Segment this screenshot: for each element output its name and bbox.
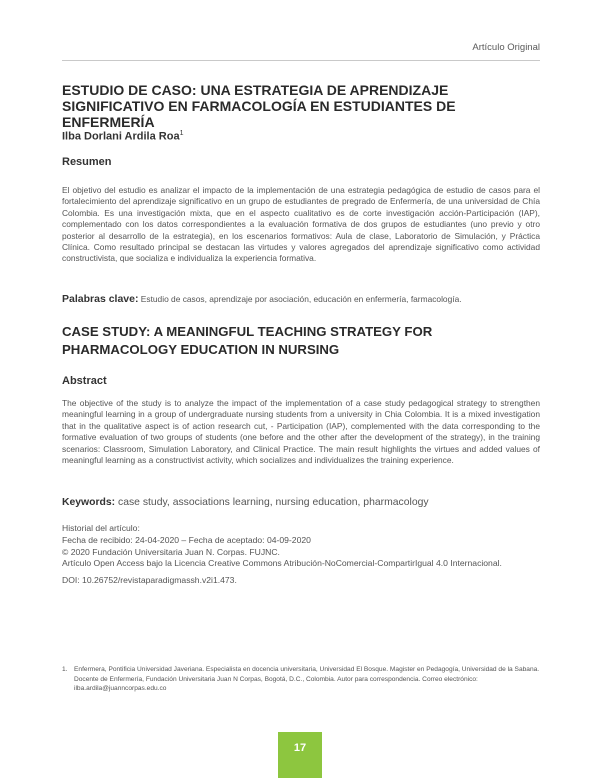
article-history	[62, 523, 552, 587]
history-label: Historial del artículo:	[62, 523, 140, 533]
keywords-english	[62, 497, 542, 508]
footnote-text: Enfermera, Pontificia Universidad Javeriana. Especialista en docencia universitaria, Universidad El Bosque. Magister en Pedagogía, Universidad de la Sabana. Docente de Enfermería, Fundación Universitaria Juan N Corpas, Bogotá, D.C., Colombia. Autor para correspondencia. Correo electrónico: ilba.ardila@juanncorpas.edu.co	[74, 666, 540, 693]
keywords-spanish-text: Estudio de casos, aprendizaje por asociación, educación en enfermería, farmacología.	[140, 294, 462, 304]
title-english: CASE STUDY: A MEANINGFUL TEACHING STRATEGY FOR PHARMACOLOGY EDUCATION IN NURSING	[62, 324, 433, 357]
footnote-number: 1.	[62, 666, 68, 673]
abstract-heading: Abstract	[62, 375, 107, 387]
author-footnote-marker: 1	[179, 130, 184, 137]
keywords-spanish-label: Palabras clave:	[62, 293, 139, 305]
title-spanish: ESTUDIO DE CASO: UNA ESTRATEGIA DE APRENDIZAJE SIGNIFICATIVO EN FARMACOLOGÍA EN ESTUDIANTES DE ENFERMERÍA	[62, 82, 456, 130]
article-type-label: Artículo Original	[472, 42, 540, 53]
header-rule	[62, 60, 540, 61]
keywords-spanish	[62, 293, 542, 305]
history-copyright: © 2020 Fundación Universitaria Juan N. Corpas. FUJNC.	[62, 546, 280, 557]
abstract-body: The objective of the study is to analyze the impact of the implementation of a case study pedagogical strategy to strengthen meaningful learning in a group of undergraduate nursing students from a university in Chia Colombia. It is a mixed investigation that in the qualitative aspect is of action research cut, - Participation (IAP), complemented with the data corresponding to the formative evaluation of two groups of students (one before and the other after the development of the strategy), in the training scenarios: Classroom, Simulation Laboratory, and Clinical Practice. The main result highlights the virtues and added values of meaningful learning as a constructivist activity, which socializes and individualizes the training experience.	[62, 398, 540, 466]
page-number: 17	[293, 742, 307, 754]
keywords-english-label: Keywords:	[62, 497, 116, 508]
page-number-badge	[278, 732, 322, 778]
history-dates: Fecha de recibido: 24-04-2020 – Fecha de aceptado: 04-09-2020	[62, 534, 311, 545]
author-footnote	[62, 665, 544, 694]
keywords-english-text: case study, associations learning, nursing education, pharmacology	[118, 497, 429, 508]
history-license: Artículo Open Access bajo la Licencia Creative Commons Atribución-NoComercial-CompartirIgual 4.0 Internacional.	[62, 558, 502, 569]
author	[62, 130, 183, 143]
resumen-heading: Resumen	[62, 156, 112, 168]
author-name: Ilba Dorlani Ardila Roa	[62, 130, 180, 143]
resumen-body: El objetivo del estudio es analizar el impacto de la implementación de una estrategia pedagógica de estudio de casos para el fortalecimiento del aprendizaje significativo en un grupo de estudiantes de pregrado de Enfermería, de una universidad de Chía Colombia. Es una investigación mixta, que en el aspecto cualitativo es de corte investigación acción-Participación (IAP), complementado con los datos correspondientes a la evaluación formativa de dos grupos de estudiantes (uno previo y otro posterior al desarrollo de la estrategia), en los escenarios formativos: Aula de clase, Laboratorio de Simulación, y Práctica Clínica. Como resultado principal se destacan las virtudes y valores agregados del aprendizaje significativo como actividad constructivista, que socializa e individualiza la experiencia formativa.	[62, 185, 540, 264]
doi-link[interactable]: DOI: 10.26752/revistaparadigmassh.v2i1.473.	[62, 575, 237, 586]
